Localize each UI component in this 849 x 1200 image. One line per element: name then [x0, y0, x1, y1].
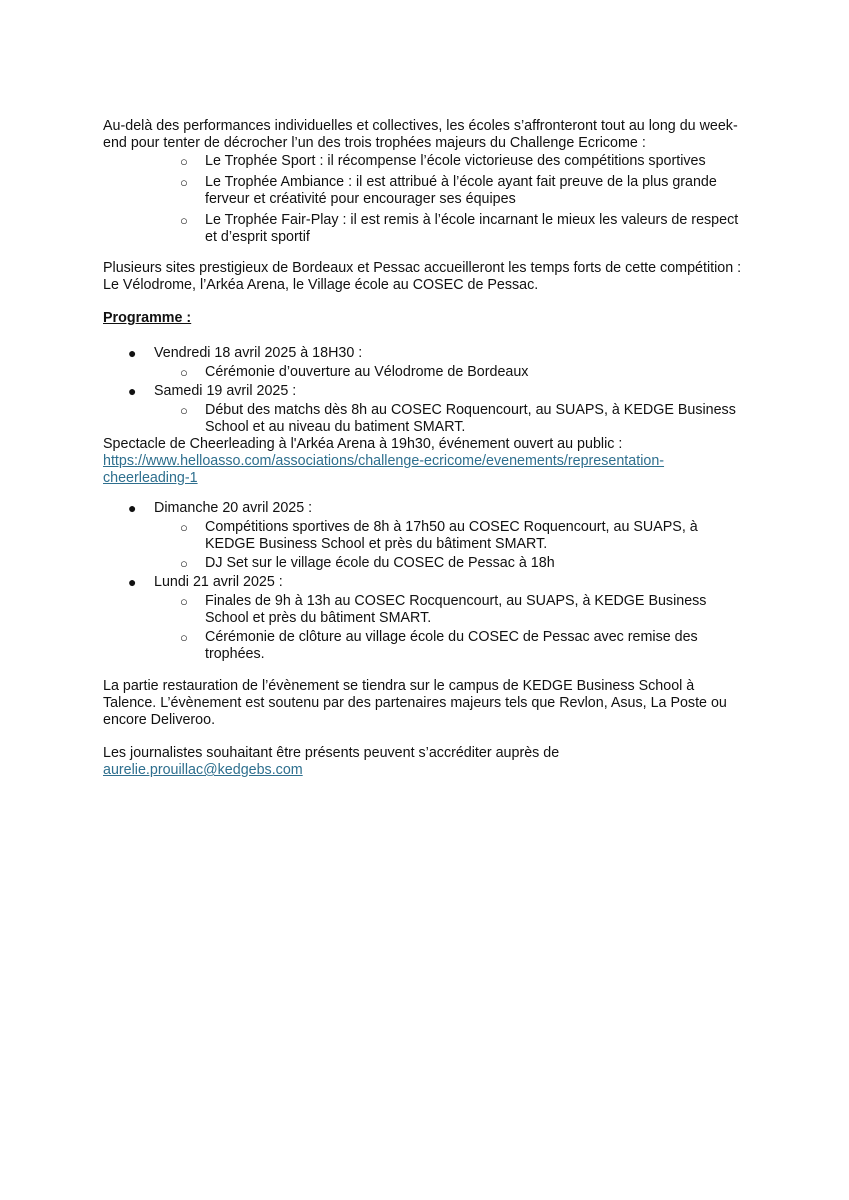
- hollow-bullet-icon: ○: [180, 154, 188, 169]
- trophy-item: [103, 212, 743, 246]
- trophy-item: [103, 153, 743, 170]
- hollow-bullet-icon: ○: [180, 594, 188, 609]
- press-paragraph: Les journalistes souhaitant être présents peuvent s’accréditer auprès de: [103, 745, 560, 761]
- programme-day: [103, 383, 743, 400]
- programme-event: [103, 402, 743, 436]
- cheerleading-link[interactable]: https://www.helloasso.com/associations/challenge-ecricome/evenements/representation-cheerleading-1: [103, 453, 665, 486]
- hollow-bullet-icon: ○: [180, 630, 188, 645]
- hollow-bullet-icon: ○: [180, 403, 188, 418]
- trophy-item: [103, 174, 743, 208]
- programme-event: [103, 555, 743, 572]
- day-label: Lundi 21 avril 2025 :: [154, 574, 283, 590]
- hollow-bullet-icon: ○: [180, 520, 188, 535]
- programme-event: [103, 519, 743, 553]
- programme-day: [103, 574, 743, 591]
- press-email-link[interactable]: aurelie.prouillac@kedgebs.com: [103, 762, 303, 778]
- programme-day: [103, 345, 743, 362]
- filled-bullet-icon: ●: [128, 345, 137, 361]
- programme-event: [103, 629, 743, 663]
- filled-bullet-icon: ●: [128, 383, 137, 399]
- day-label: Dimanche 20 avril 2025 :: [154, 500, 313, 516]
- hollow-bullet-icon: ○: [180, 175, 188, 190]
- hollow-bullet-icon: ○: [180, 556, 188, 571]
- cheerleading-text: Spectacle de Cheerleading à l'Arkéa Arena à 19h30, événement ouvert au public :: [103, 436, 623, 452]
- programme-day: [103, 500, 743, 517]
- programme-event: [103, 364, 743, 381]
- programme-days-list: [103, 345, 743, 436]
- trophy-text: Le Trophée Sport : il récompense l’école victorieuse des compétitions sportives: [205, 153, 706, 169]
- event-text: Cérémonie d’ouverture au Vélodrome de Bordeaux: [205, 364, 529, 380]
- event-text: Finales de 9h à 13h au COSEC Rocquencourt, au SUAPS, à KEDGE Business School et près du bâtiment SMART.: [205, 593, 707, 626]
- restauration-paragraph: La partie restauration de l’évènement se tiendra sur le campus de KEDGE Business School à Talence. L’évènement est soutenu par des partenaires majeurs tels que Revlon, Asus, La Poste ou encore Deliveroo.: [103, 678, 727, 728]
- programme-part-b: [103, 500, 743, 665]
- hollow-bullet-icon: ○: [180, 213, 188, 228]
- programme-part-a: [103, 345, 743, 487]
- programme-event: [103, 593, 743, 627]
- press-section: [103, 745, 743, 779]
- hollow-bullet-icon: ○: [180, 365, 188, 380]
- sites-section: [103, 260, 743, 294]
- filled-bullet-icon: ●: [128, 574, 137, 590]
- programme-days-list: [103, 500, 743, 663]
- filled-bullet-icon: ●: [128, 500, 137, 516]
- event-text: Début des matchs dès 8h au COSEC Roquencourt, au SUAPS, à KEDGE Business School et au niveau du batiment SMART.: [205, 402, 736, 435]
- programme-heading-section: [103, 310, 743, 327]
- trophy-list: [103, 153, 743, 246]
- intro-paragraph: Au-delà des performances individuelles et collectives, les écoles s’affronteront tout au long du week-end pour tenter de décrocher l’un des trois trophées majeurs du Challenge Ecricome :: [103, 118, 738, 151]
- restauration-section: [103, 678, 743, 729]
- event-text: DJ Set sur le village école du COSEC de Pessac à 18h: [205, 555, 555, 571]
- trophy-text: Le Trophée Fair-Play : il est remis à l’école incarnant le mieux les valeurs de respect et d’esprit sportif: [205, 212, 739, 245]
- event-text: Compétitions sportives de 8h à 17h50 au COSEC Roquencourt, au SUAPS, à KEDGE Business School et près du bâtiment SMART.: [205, 519, 698, 552]
- day-label: Samedi 19 avril 2025 :: [154, 383, 297, 399]
- intro-section: [103, 118, 743, 250]
- sites-paragraph: Plusieurs sites prestigieux de Bordeaux et Pessac accueilleront les temps forts de cette compétition : Le Vélodrome, l’Arkéa Arena, le Village école au COSEC de Pessac.: [103, 260, 742, 293]
- day-label: Vendredi 18 avril 2025 à 18H30 :: [154, 345, 363, 361]
- programme-heading: Programme :: [103, 310, 192, 326]
- event-text: Cérémonie de clôture au village école du COSEC de Pessac avec remise des trophées.: [205, 629, 698, 662]
- trophy-text: Le Trophée Ambiance : il est attribué à l’école ayant fait preuve de la plus grande ferveur et créativité pour encourager ses équipes: [205, 174, 717, 207]
